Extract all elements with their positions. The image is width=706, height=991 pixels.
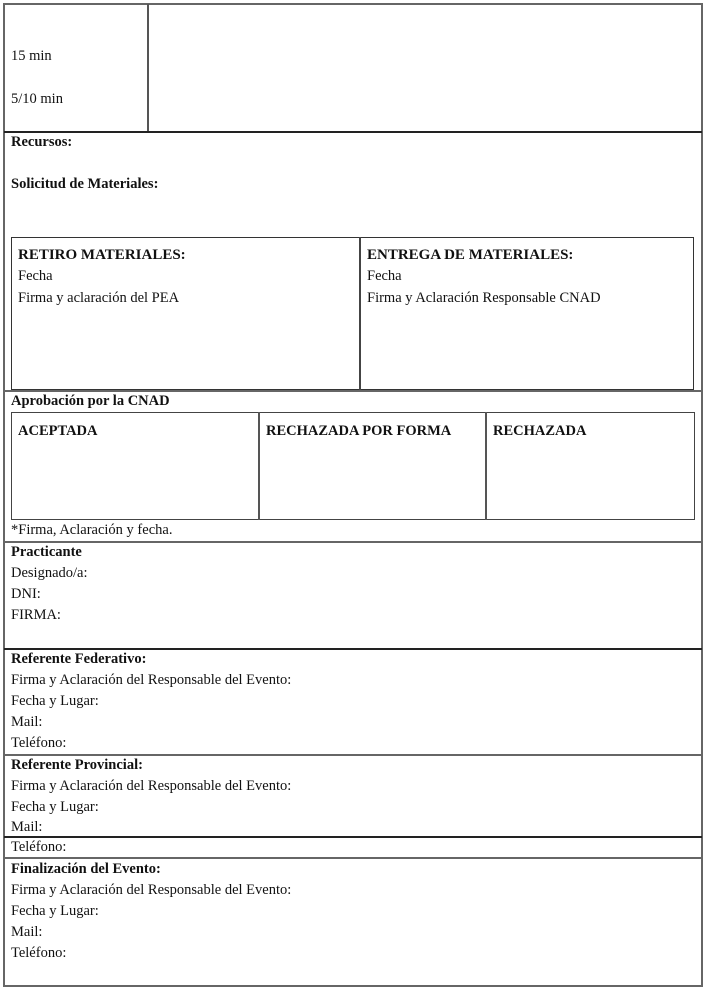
row-separator: [4, 541, 702, 543]
referente-provincial-title: Referente Provincial:: [11, 757, 143, 773]
approval-title: Aprobación por la CNAD: [11, 393, 170, 409]
referente-provincial-mail: Mail:: [11, 819, 43, 835]
retiro-title: RETIRO MATERIALES:: [18, 247, 186, 263]
duration-2: 5/10 min: [11, 91, 63, 107]
entrega-fecha: Fecha: [367, 268, 402, 284]
referente-federativo-telefono: Teléfono:: [11, 735, 67, 751]
referente-provincial-firma: Firma y Aclaración del Responsable del Evento:: [11, 778, 292, 794]
retiro-fecha: Fecha: [18, 268, 53, 284]
top-row-divider: [147, 4, 149, 131]
approval-option-rechazada-por-forma: RECHAZADA POR FORMA: [266, 423, 452, 439]
row-separator: [4, 131, 702, 133]
referente-provincial-fecha: Fecha y Lugar:: [11, 799, 99, 815]
entrega-firma: Firma y Aclaración Responsable CNAD: [367, 290, 601, 306]
finalizacion-mail: Mail:: [11, 924, 43, 940]
approval-footnote: *Firma, Aclaración y fecha.: [11, 522, 173, 538]
retiro-firma: Firma y aclaración del PEA: [18, 290, 180, 306]
approval-divider-2: [485, 412, 487, 520]
entrega-title: ENTREGA DE MATERIALES:: [367, 247, 574, 263]
approval-option-rechazada: RECHAZADA: [493, 423, 587, 439]
finalizacion-firma: Firma y Aclaración del Responsable del Evento:: [11, 882, 292, 898]
finalizacion-fecha: Fecha y Lugar:: [11, 903, 99, 919]
referente-federativo-fecha: Fecha y Lugar:: [11, 693, 99, 709]
referente-federativo-firma: Firma y Aclaración del Responsable del Evento:: [11, 672, 292, 688]
practicante-designado: Designado/a:: [11, 565, 88, 581]
practicante-firma: FIRMA:: [11, 607, 61, 623]
practicante-dni: DNI:: [11, 586, 41, 602]
referente-federativo-title: Referente Federativo:: [11, 651, 147, 667]
referente-federativo-mail: Mail:: [11, 714, 43, 730]
materials-table-divider: [359, 237, 361, 390]
duration-1: 15 min: [11, 48, 52, 64]
recursos-label: Recursos:: [11, 134, 73, 150]
solicitud-materiales-label: Solicitud de Materiales:: [11, 176, 159, 192]
approval-option-aceptada: ACEPTADA: [18, 423, 98, 439]
finalizacion-title: Finalización del Evento:: [11, 861, 161, 877]
referente-provincial-telefono: Teléfono:: [11, 839, 67, 855]
practicante-title: Practicante: [11, 544, 82, 560]
finalizacion-telefono: Teléfono:: [11, 945, 67, 961]
row-separator: [4, 857, 702, 859]
approval-divider-1: [258, 412, 260, 520]
row-separator: [4, 836, 702, 838]
